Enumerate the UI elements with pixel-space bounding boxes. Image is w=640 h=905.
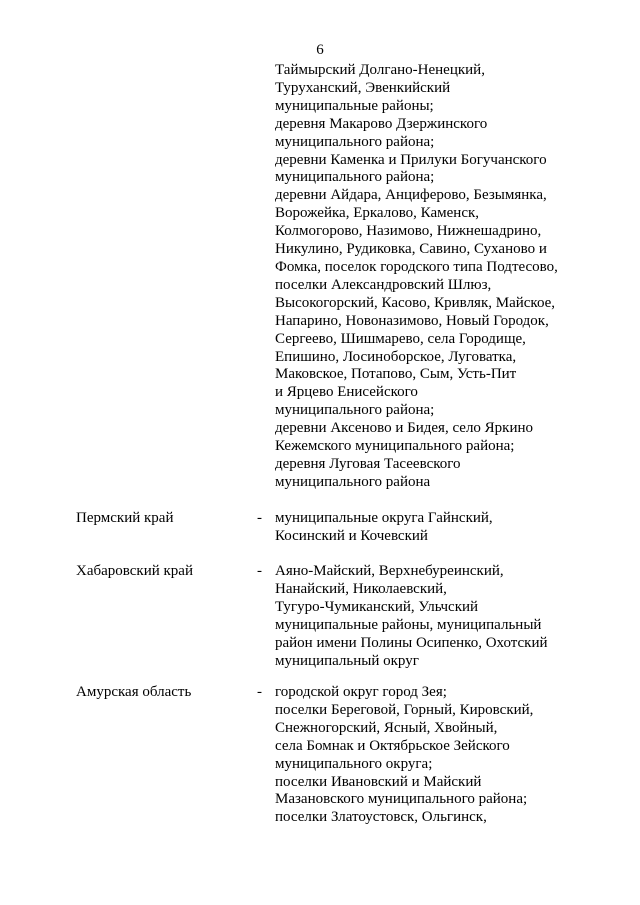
text-line: Аяно-Майский, Верхнебуреинский, (275, 563, 504, 579)
region-name: Хабаровский край (76, 563, 193, 579)
text-line: муниципального района (275, 473, 431, 490)
text-line: муниципальные районы, муниципальный (275, 616, 542, 633)
text-line: поселки Александровский Шлюз, (275, 276, 492, 293)
text-line: городской округ город Зея; (275, 684, 447, 700)
text-line: села Бомнак и Октябрьское Зейского (275, 737, 510, 754)
text-line: Туруханский, Эвенкийский (275, 79, 451, 96)
text-line: Мазановского муниципального района; (275, 791, 528, 808)
text-line: Напарино, Новоназимово, Новый Городок, (275, 312, 549, 329)
text-line: поселки Златоустовск, Ольгинск, (275, 809, 487, 826)
region-description (275, 510, 605, 546)
text-line: муниципальный округ (275, 652, 419, 669)
text-line: Кежемского муниципального района; (275, 438, 515, 455)
region-name: Пермский край (76, 510, 174, 526)
text-line: деревни Аксеново и Бидея, село Яркино (275, 420, 534, 437)
text-line: муниципального района; (275, 402, 435, 419)
text-line: Колмогорово, Назимово, Нижнешадрино, (275, 223, 542, 240)
text-line: Нанайский, Николаевский, (275, 580, 447, 597)
text-line: деревни Айдара, Анциферово, Безымянка, (275, 187, 547, 204)
text-line: Никулино, Рудиковка, Савино, Суханово и (275, 241, 547, 258)
text-line: Ворожейка, Еркалово, Каменск, (275, 205, 480, 222)
text-line: Тугуро-Чумиканский, Ульчский (275, 598, 479, 615)
text-line: Сергеево, Шишмарево, села Городище, (275, 330, 526, 347)
text-line: Фомка, поселок городского типа Подтесово, (275, 258, 558, 275)
text-line: муниципального района; (275, 133, 435, 150)
text-line: Таймырский Долгано-Ненецкий, (275, 62, 485, 78)
text-line: муниципальные округа Гайнский, (275, 510, 493, 526)
text-line: деревни Каменка и Прилуки Богучанского (275, 151, 547, 168)
region-description (275, 563, 605, 670)
text-line: муниципальные районы; (275, 97, 434, 114)
continuation-block (275, 62, 605, 492)
text-line: муниципального района; (275, 169, 435, 186)
text-line: муниципального округа; (275, 755, 433, 772)
region-description (275, 684, 605, 827)
page-number: 6 (316, 42, 324, 58)
entry-dash: - (257, 684, 262, 700)
text-line: район имени Полины Осипенко, Охотский (275, 634, 548, 651)
text-line: деревня Луговая Тасеевского (275, 455, 461, 472)
text-line: Епишино, Лосиноборское, Луговатка, (275, 348, 517, 365)
text-line: Высокогорский, Касово, Кривляк, Майское, (275, 294, 556, 311)
entry-dash: - (257, 510, 262, 526)
text-line: и Ярцево Енисейского (275, 384, 418, 401)
entry-dash: - (257, 563, 262, 579)
text-line: поселки Береговой, Горный, Кировский, (275, 701, 534, 718)
text-line: деревня Макарово Дзержинского (275, 115, 488, 132)
text-line: Косинский и Кочевский (275, 527, 428, 544)
text-line: Снежногорский, Ясный, Хвойный, (275, 719, 498, 736)
text-line: поселки Ивановский и Майский (275, 773, 482, 790)
text-line: Маковское, Потапово, Сым, Усть-Пит (275, 366, 517, 383)
region-name: Амурская область (76, 684, 192, 700)
